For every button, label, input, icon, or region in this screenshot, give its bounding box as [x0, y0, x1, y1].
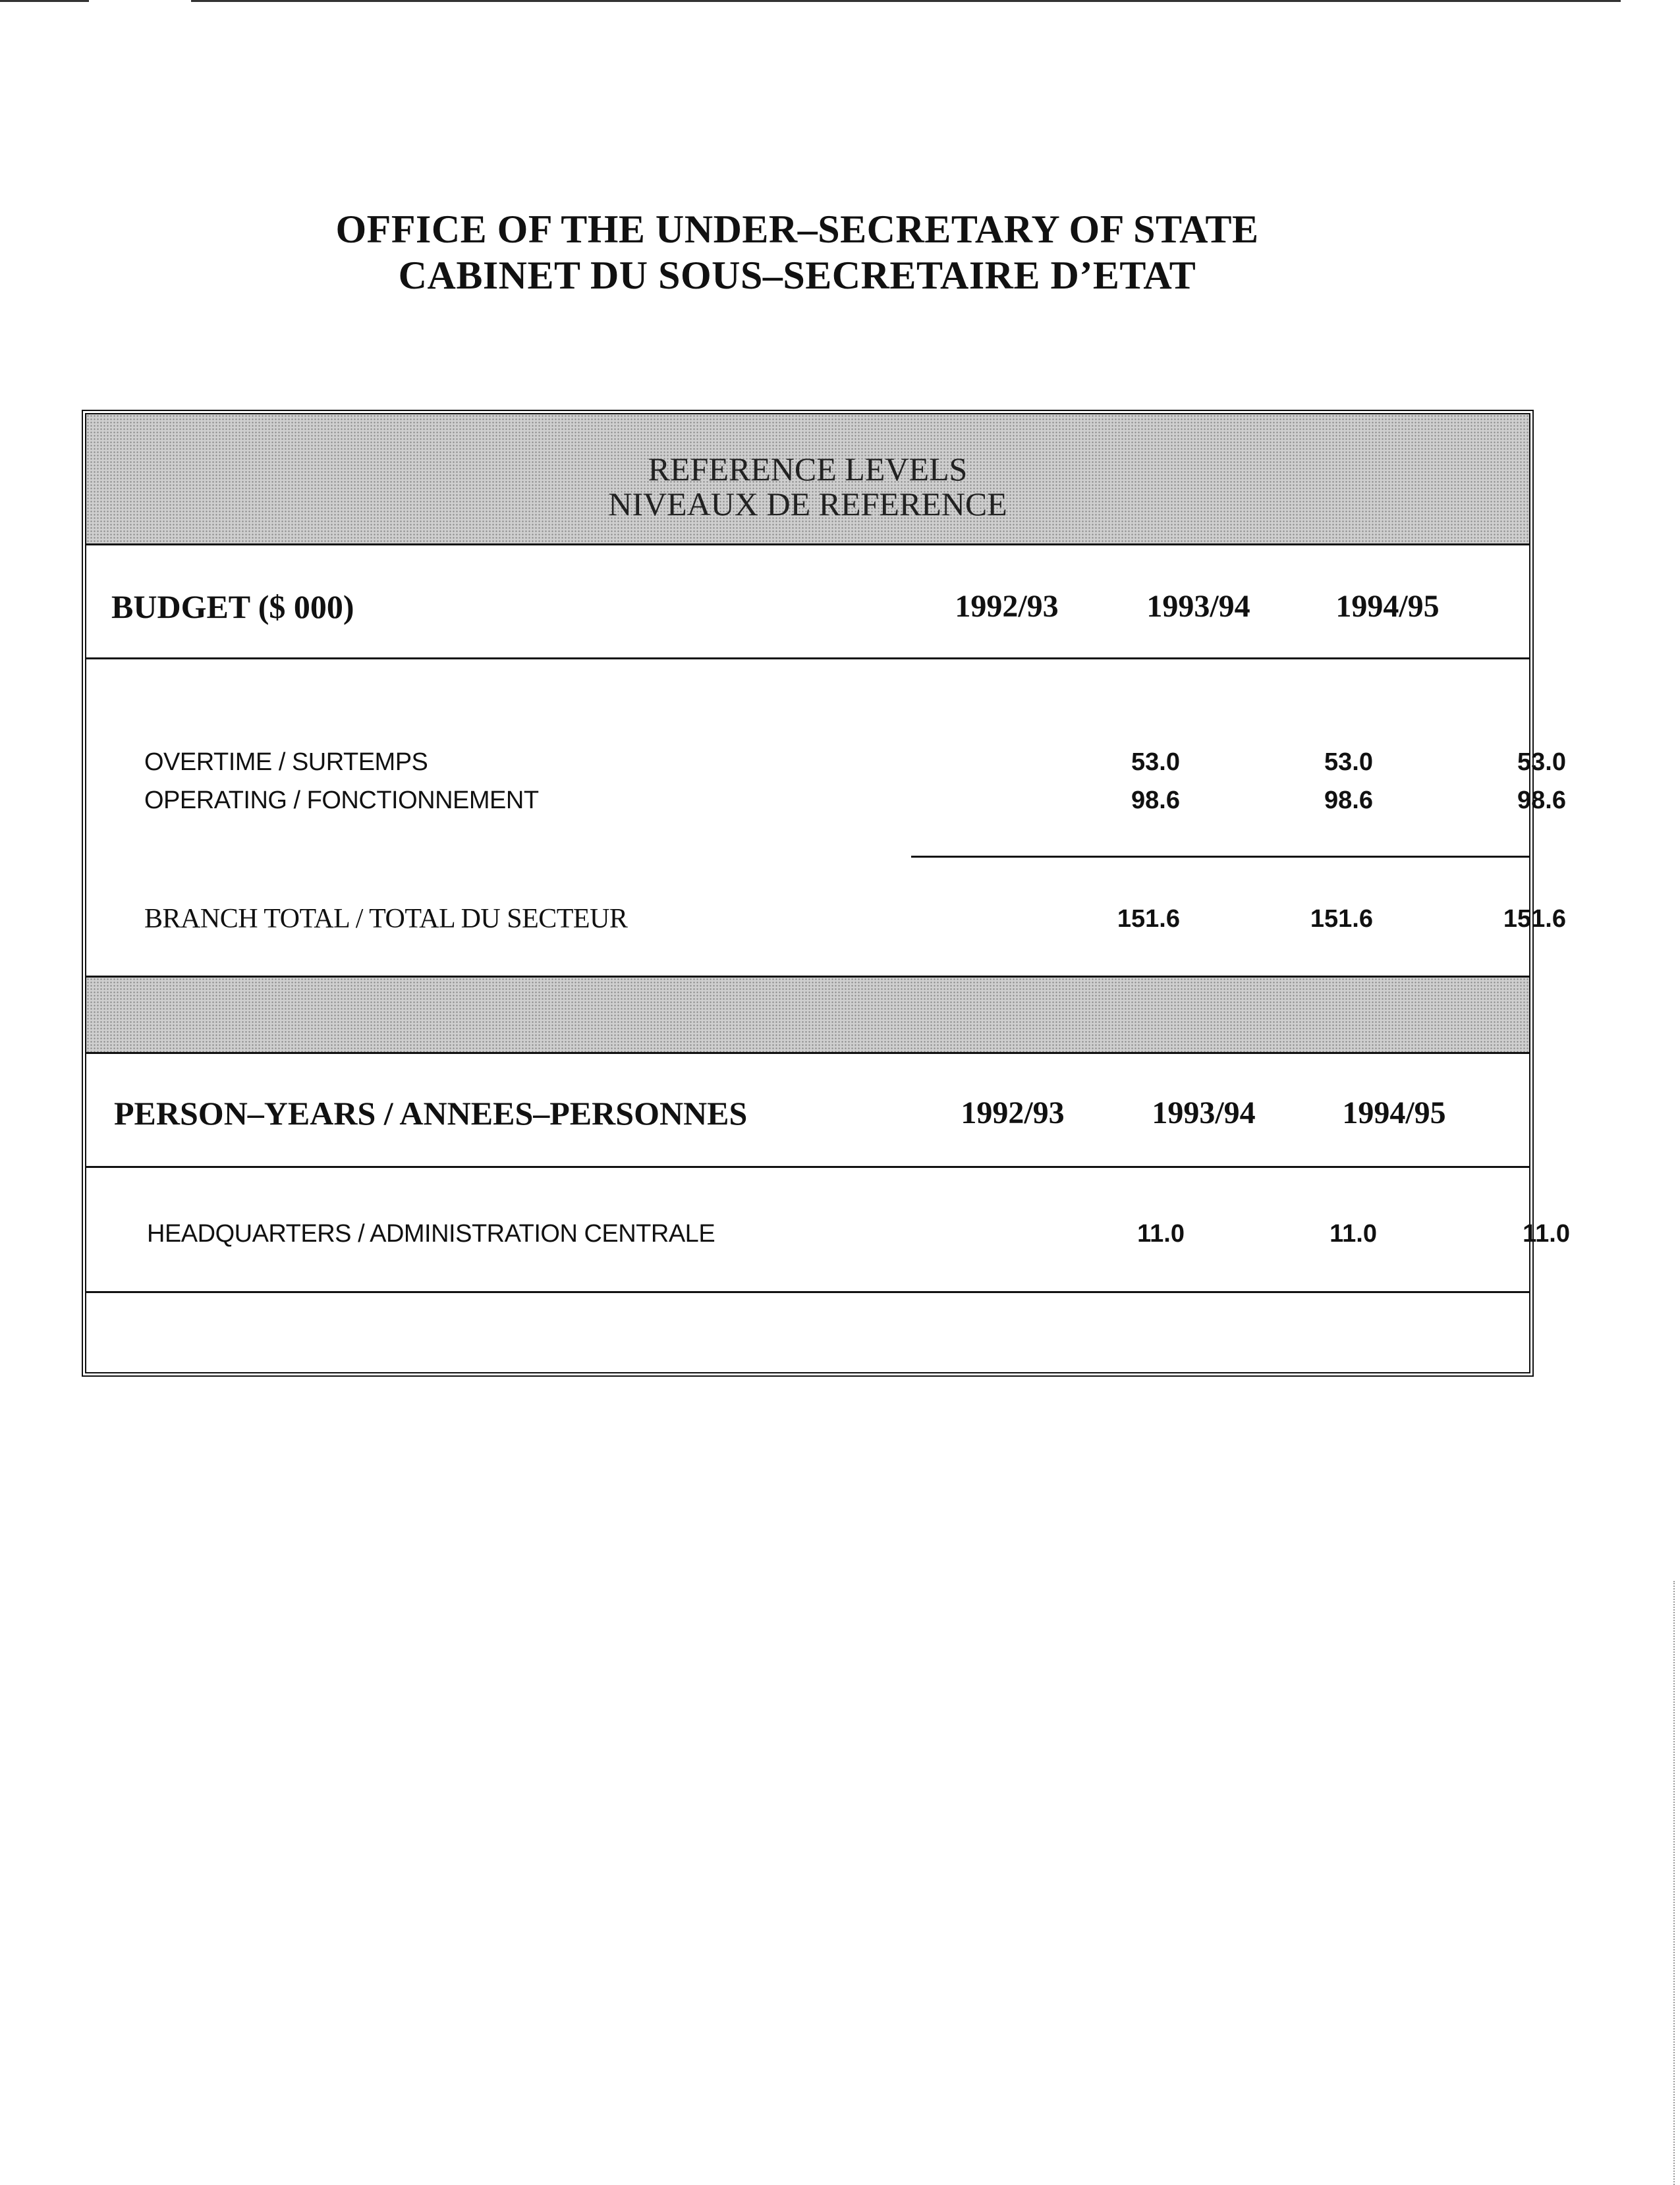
person-years-row-label: HEADQUARTERS / ADMINISTRATION CENTRALE: [147, 1220, 715, 1248]
person-years-row-value: 11.0: [1523, 1220, 1570, 1248]
branch-total-value: 151.6: [1117, 905, 1180, 933]
reference-levels-table: [82, 410, 1570, 1377]
budget-header-divider: [86, 657, 1529, 659]
branch-total-value: 151.6: [1310, 905, 1373, 933]
subtotal-rule: [911, 856, 1529, 858]
budget-row-value: 98.6: [1517, 787, 1566, 814]
person-years-row-value: 11.0: [1137, 1220, 1185, 1248]
person-years-section-title: PERSON–YEARS / ANNEES–PERSONNES: [114, 1095, 748, 1132]
top-scan-rule-left: [0, 0, 89, 2]
branch-total-value: 151.6: [1503, 905, 1566, 933]
branch-total-label: BRANCH TOTAL / TOTAL DU SECTEUR: [144, 904, 628, 934]
reference-levels-heading-french: NIVEAUX DE REFERENCE: [608, 485, 1007, 522]
person-years-year-col-3: 1994/95: [1342, 1095, 1446, 1130]
person-years-row-value: 11.0: [1330, 1220, 1377, 1248]
person-years-header-divider: [86, 1166, 1529, 1168]
reference-levels-header-band: [86, 414, 1529, 545]
budget-row-value: 98.6: [1131, 787, 1180, 814]
person-years-year-col-1: 1992/93: [961, 1095, 1065, 1130]
budget-year-col-3: 1994/95: [1335, 589, 1440, 624]
reference-levels-heading-english: REFERENCE LEVELS: [648, 451, 968, 487]
budget-row-value: 53.0: [1324, 748, 1373, 776]
budget-row-value: 53.0: [1131, 748, 1180, 776]
budget-section-title: BUDGET ($ 000): [111, 588, 354, 625]
person-years-bottom-divider: [86, 1291, 1529, 1293]
document-title-english: OFFICE OF THE UNDER–SECRETARY OF STATE: [335, 207, 1259, 251]
top-scan-rule-right: [191, 0, 1621, 2]
budget-year-col-1: 1992/93: [955, 589, 1059, 624]
person-years-year-col-2: 1993/94: [1152, 1095, 1256, 1130]
section-separator-band: [86, 976, 1529, 1054]
budget-row-label: OVERTIME / SURTEMPS: [144, 748, 428, 776]
budget-year-col-2: 1993/94: [1146, 589, 1250, 624]
budget-row-label: OPERATING / FONCTIONNEMENT: [144, 787, 539, 814]
page-edge-dots: [1673, 1581, 1676, 2185]
document-title-french: CABINET DU SOUS–SECRETAIRE D’ETAT: [398, 254, 1196, 297]
budget-row-value: 53.0: [1517, 748, 1566, 776]
budget-row-value: 98.6: [1324, 787, 1373, 814]
